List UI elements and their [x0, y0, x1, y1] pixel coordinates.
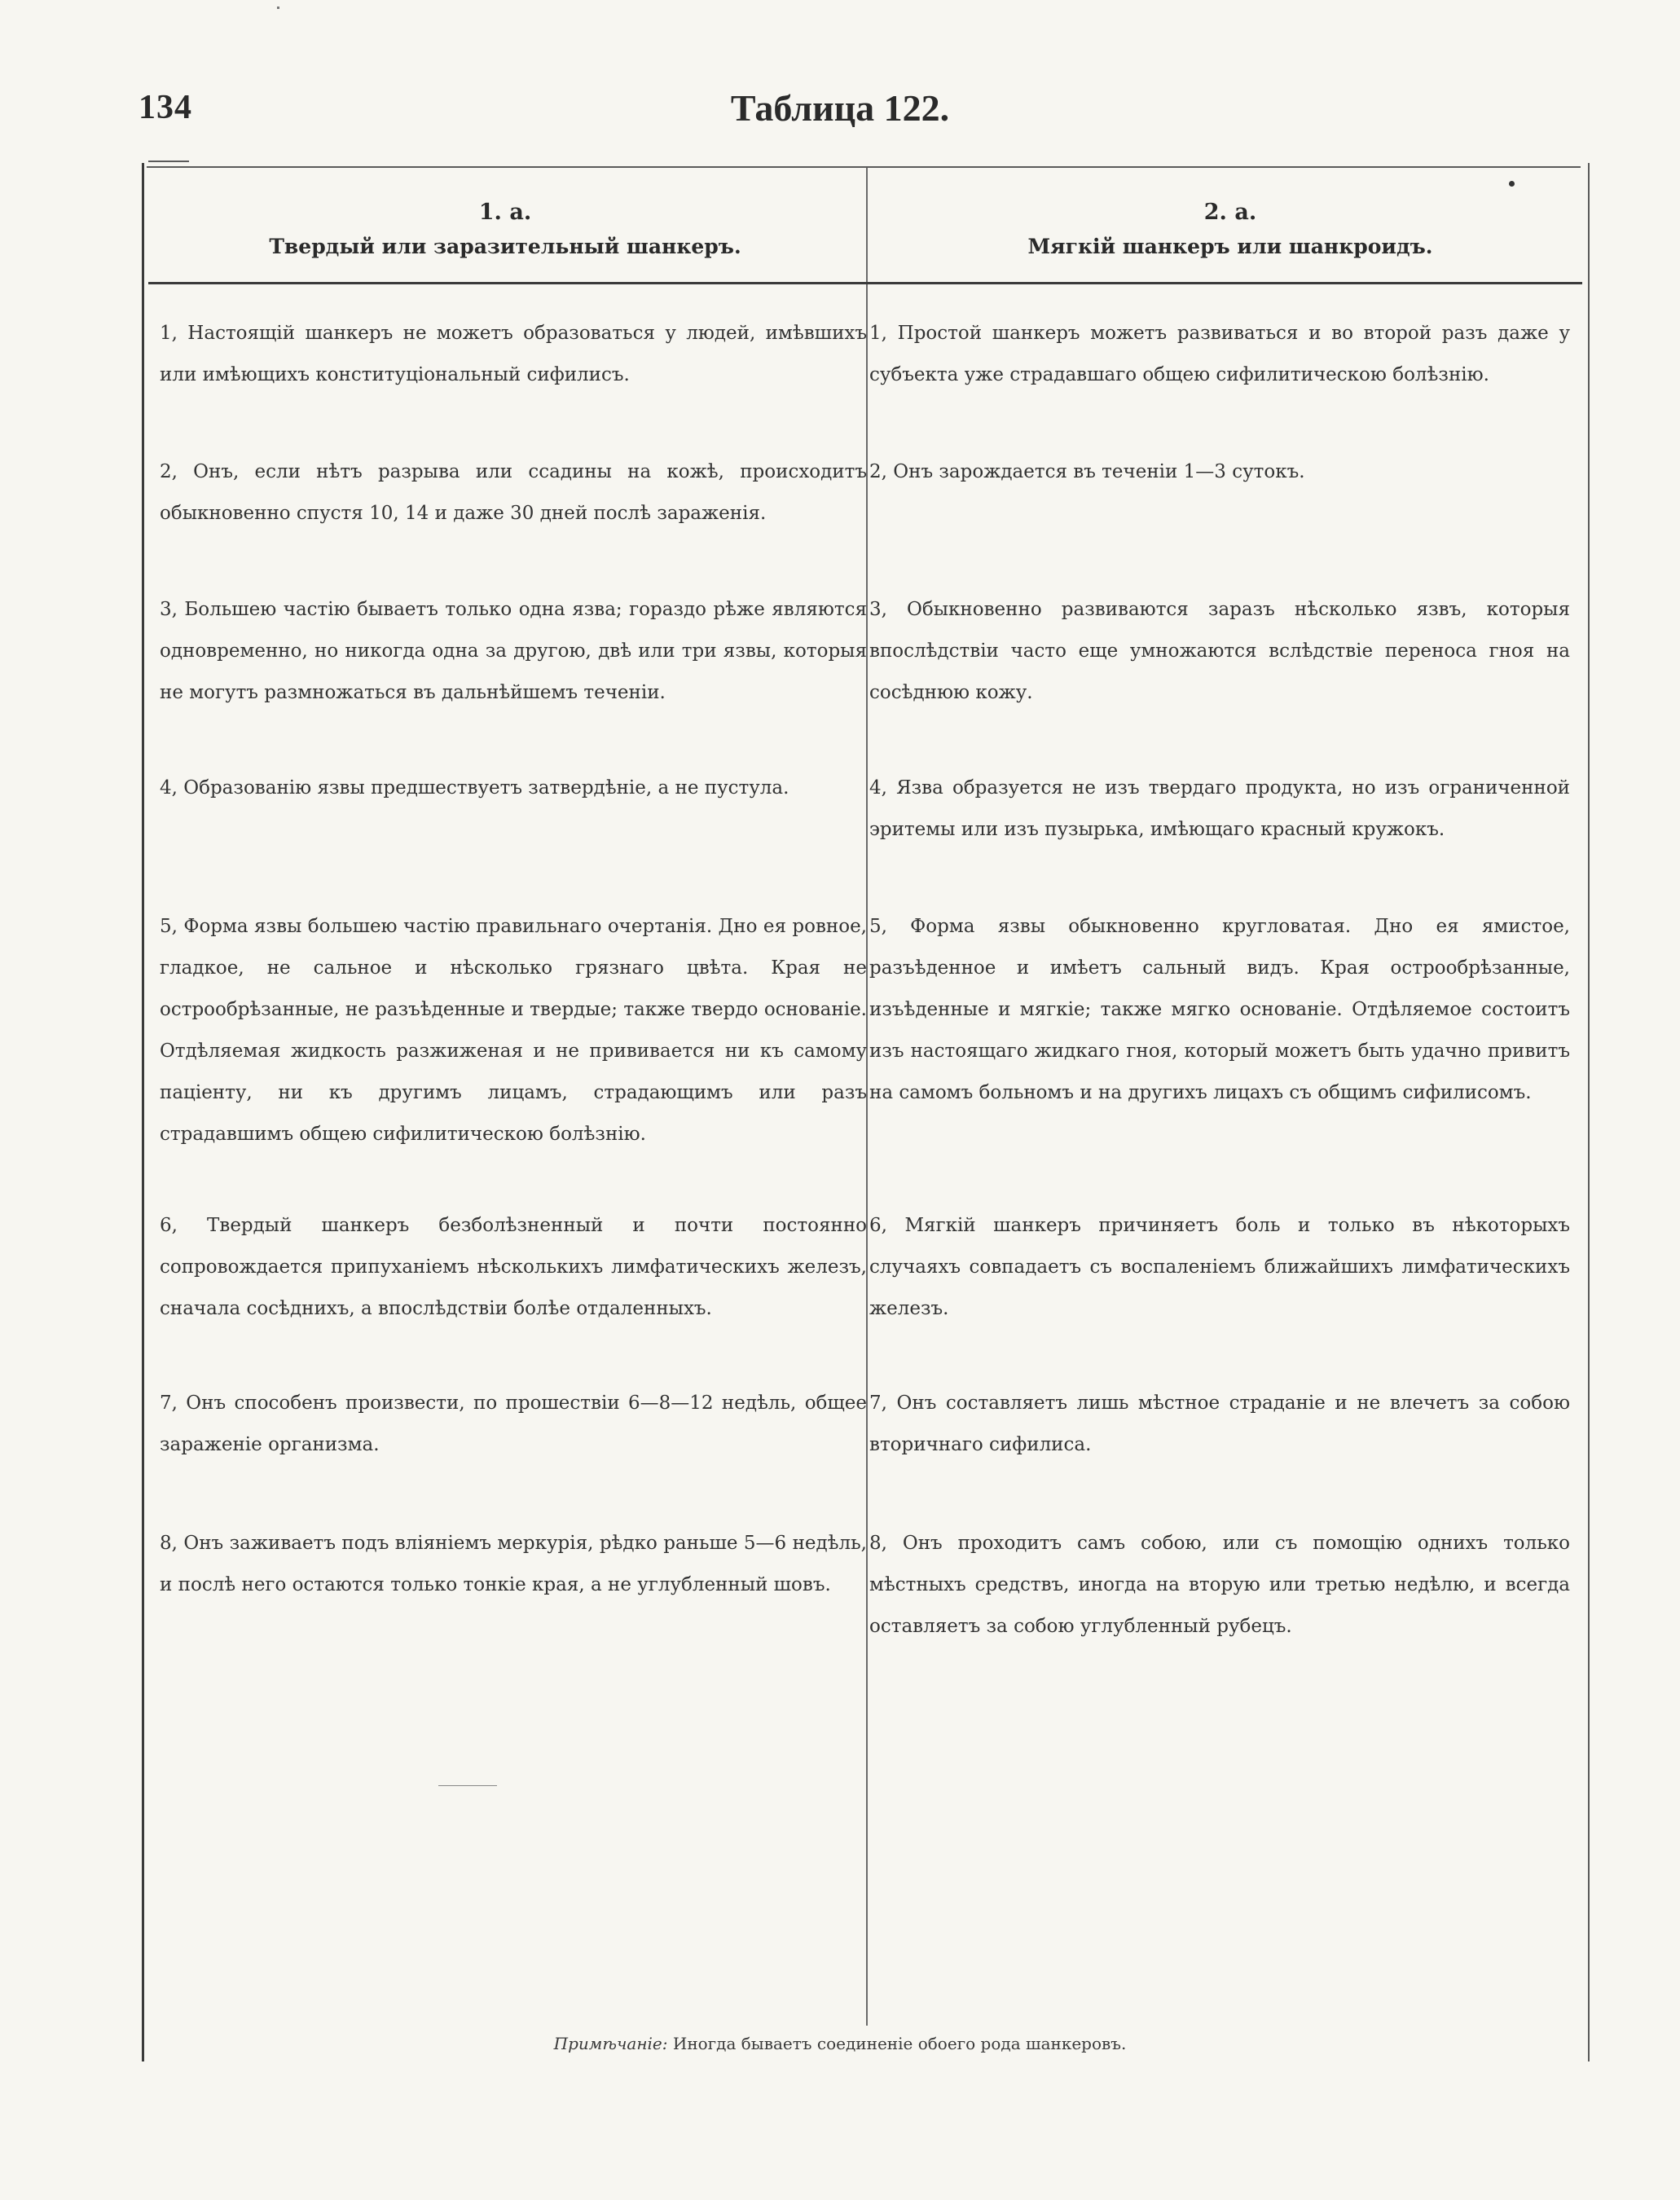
row-6-left: 6, Твердый шанкеръ безболѣзненный и почти постоянно сопровождается припуханіемъ нѣсколькихъ лимфатическихъ железъ, сначала сосѣднихъ, а впослѣдствіи болѣе отдаленныхъ.	[160, 1215, 867, 1319]
row-2-right: 2, Онъ зарождается въ теченіи 1—3 сутокъ.	[869, 461, 1305, 482]
row-1-left: 1, Настоящій шанкеръ не можетъ образоваться у людей, имѣвшихъ или имѣющихъ конституціональный сифилисъ.	[160, 323, 867, 385]
row-1-right: 1, Простой шанкеръ можетъ развиваться и во второй разъ даже у субъекта уже страдавшаго общею сифилитическою болѣзнію.	[869, 323, 1570, 385]
footnote-text: Иногда бываетъ соединеніе обоего рода шанкеровъ.	[667, 2034, 1127, 2053]
column-header-left	[155, 196, 855, 264]
column-title-left: Твердый или заразительный шанкеръ.	[269, 235, 741, 258]
row-6-right: 6, Мягкій шанкеръ причиняетъ боль и только въ нѣкоторыхъ случаяхъ совпадаетъ съ воспаленіемъ ближайшихъ лимфатическихъ железъ.	[869, 1215, 1570, 1319]
footnote	[0, 2034, 1680, 2053]
row-8-left: 8, Онъ заживаетъ подъ вліяніемъ меркурія, рѣдко раньше 5—6 недѣль, и послѣ него остаются только тонкіе края, а не углубленный шовъ.	[160, 1533, 867, 1595]
column-header-right	[880, 196, 1581, 264]
row-7-left: 7, Онъ способенъ произвести, по прошествіи 6—8—12 недѣль, общее зараженіе организма.	[160, 1393, 867, 1455]
footnote-label: Примѣчаніе:	[553, 2034, 668, 2053]
column-number-right: 2. а.	[1203, 200, 1257, 225]
scan-speck	[277, 7, 279, 9]
row-8-right: 8, Онъ проходитъ самъ собою, или съ помощію однихъ только мѣстныхъ средствъ, иногда на вторую или третью недѣлю, и всегда оставляетъ за собою углубленный рубецъ.	[869, 1533, 1570, 1637]
row-5-right: 5, Форма язвы обыкновенно кругловатая. Дно ея ямистое, разъѣденное и имѣетъ сальный видъ. Края острообрѣзанные, изъѣденные и мягкіе; также мягко основаніе. Отдѣляемое состоитъ изъ настоящаго жидкаго гноя, который можетъ быть удачно привитъ на самомъ больномъ и на другихъ лицахъ съ общимъ сифилисомъ.	[869, 916, 1570, 1103]
column-number-left: 1. а.	[478, 200, 532, 225]
header-rule	[148, 282, 1582, 284]
frame-top-short-rule	[148, 161, 189, 162]
column-title-right: Мягкій шанкеръ или шанкроидъ.	[1027, 235, 1433, 258]
ink-dot	[1509, 181, 1515, 187]
decorative-dash	[438, 1785, 497, 1786]
table-top-rule	[147, 166, 1581, 168]
row-2-left: 2, Онъ, если нѣтъ разрыва или ссадины на кожѣ, происходитъ обыкновенно спустя 10, 14 и даже 30 дней послѣ зараженія.	[160, 461, 867, 524]
row-3-right: 3, Обыкновенно развиваются заразъ нѣсколько язвъ, которыя впослѣдствіи часто еще умножаются вслѣдствіе переноса гноя на сосѣднюю кожу.	[869, 599, 1570, 703]
page-title: Таблица 122.	[730, 87, 950, 129]
row-5-left: 5, Форма язвы большею частію правильнаго очертанія. Дно ея ровное, гладкое, не сальное и нѣсколько грязнаго цвѣта. Края не острообрѣзанные, не разъѣденные и твердые; также твердо основаніе. Отдѣляемая жидкость разжиженая и не прививается ни къ самому паціенту, ни къ другимъ лицамъ, страдающимъ или разъ страдавшимъ общею сифилитическою болѣзнію.	[160, 916, 867, 1145]
page-number: 134	[139, 89, 192, 126]
row-4-right: 4, Язва образуется не изъ твердаго продукта, но изъ ограниченной эритемы или изъ пузырька, имѣющаго красный кружокъ.	[869, 777, 1570, 840]
row-4-left: 4, Образованію язвы предшествуетъ затвердѣніе, а не пустула.	[160, 777, 789, 799]
row-7-right: 7, Онъ составляетъ лишь мѣстное страданіе и не влечетъ за собою вторичнаго сифилиса.	[869, 1393, 1570, 1455]
row-3-left: 3, Большею частію бываетъ только одна язва; гораздо рѣже являются одновременно, но никогда одна за другою, двѣ или три язвы, которыя не могутъ размножаться въ дальнѣйшемъ теченіи.	[160, 599, 867, 703]
